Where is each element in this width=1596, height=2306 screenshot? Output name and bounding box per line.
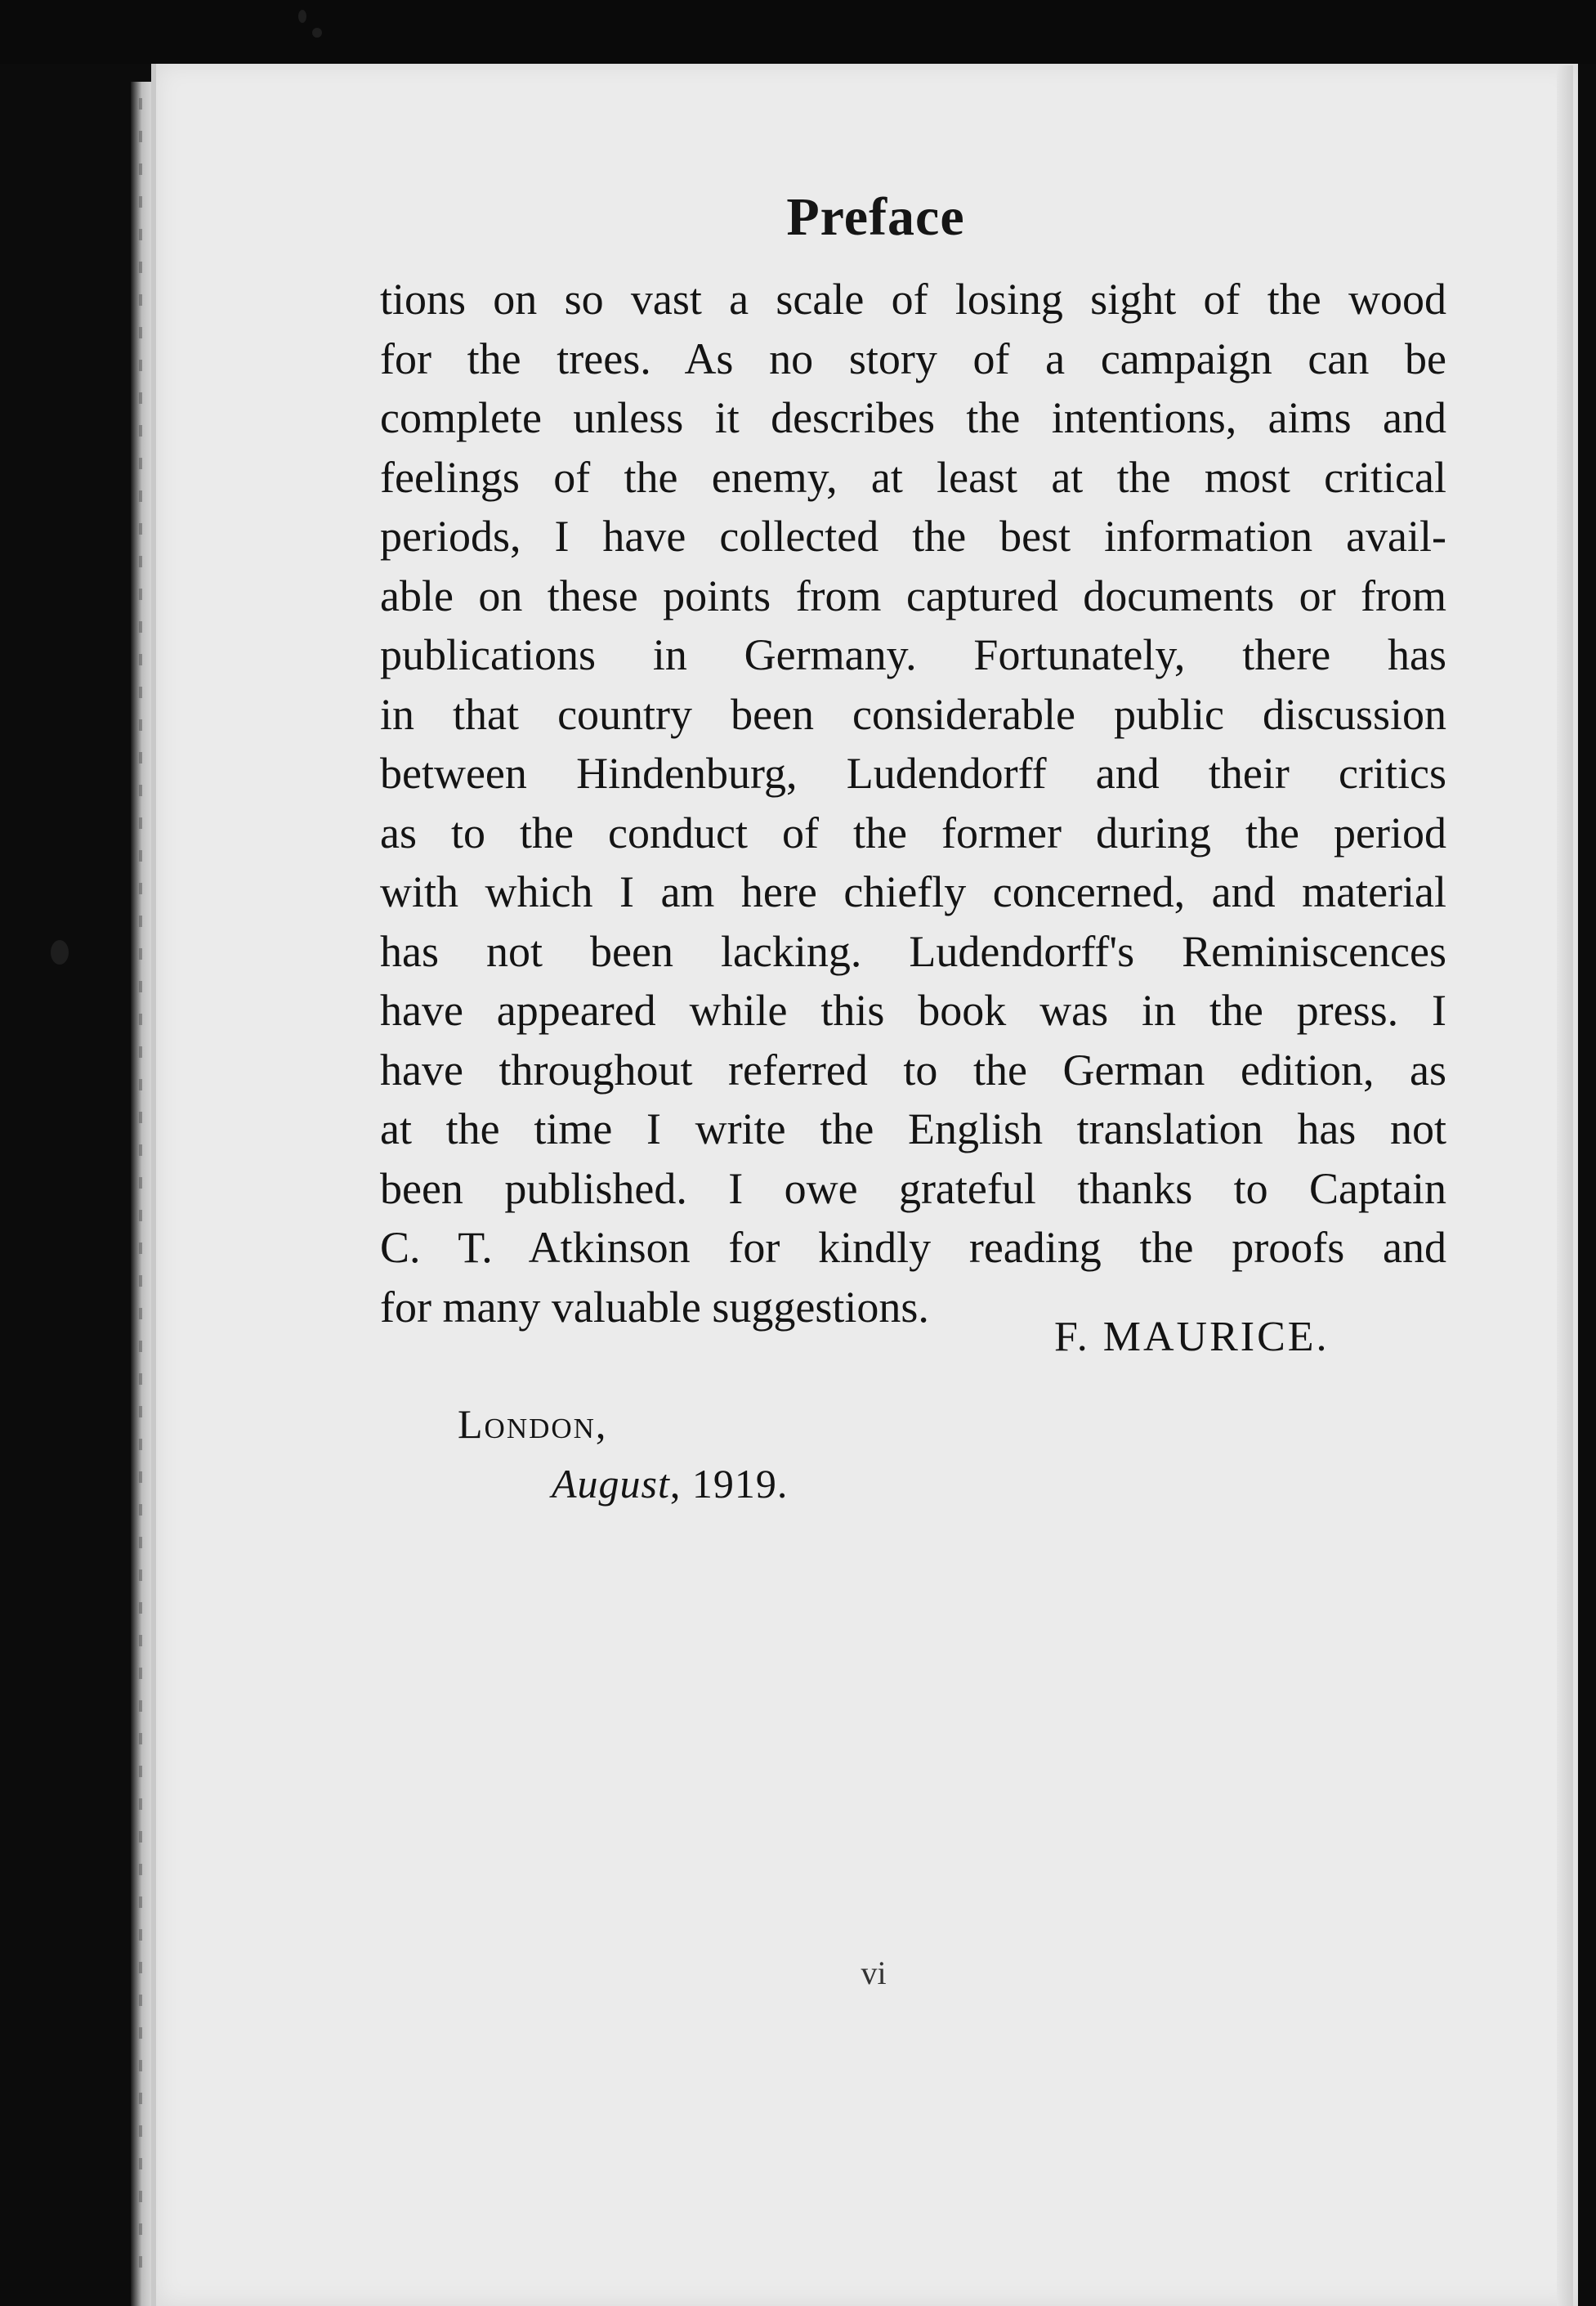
- text-line: C. T. Atkinson for kindly reading the proofs and: [380, 1223, 1446, 1272]
- preface-body: [380, 270, 1446, 1337]
- text-line: publications in Germany. Fortunately, there has: [380, 630, 1446, 679]
- text-line: at the time I write the English translation has not: [380, 1104, 1446, 1153]
- text-line: has not been lacking. Ludendorff's Reminiscences: [380, 926, 1446, 976]
- text-line: as to the conduct of the former during the period: [380, 808, 1446, 857]
- text-line: for the trees. As no story of a campaign can be: [380, 334, 1446, 383]
- text-line: have appeared while this book was in the press. I: [380, 986, 1446, 1035]
- text-line: with which I am here chiefly concerned, and material: [380, 867, 1446, 916]
- text-line: for many valuable suggestions.: [380, 1282, 929, 1332]
- scan-speck: [298, 10, 306, 23]
- text-line: tions on so vast a scale of losing sight of the wood: [380, 275, 1446, 324]
- page-title: Preface: [786, 187, 965, 247]
- text-line: able on these points from captured documents or from: [380, 571, 1446, 620]
- scan-speck: [51, 940, 69, 965]
- text-line: between Hindenburg, Ludendorff and their critics: [380, 749, 1446, 798]
- date-year: , 1919.: [669, 1461, 789, 1507]
- text-line: been published. I owe grateful thanks to Captain: [380, 1163, 1446, 1213]
- text-line: periods, I have collected the best information avail-: [380, 512, 1446, 561]
- place-line: London,: [458, 1401, 608, 1447]
- scan-speck: [312, 28, 322, 38]
- author-signature: F. MAURICE.: [1054, 1314, 1330, 1360]
- text-line: complete unless it describes the intentions, aims and: [380, 393, 1446, 442]
- scan-background-top: [0, 0, 1596, 64]
- date-line: [552, 1460, 788, 1507]
- text-line: in that country been considerable public discussion: [380, 689, 1446, 739]
- page-number: vi: [861, 1955, 887, 1991]
- text-line: feelings of the enemy, at least at the most critical: [380, 452, 1446, 502]
- text-line: have throughout referred to the German edition, as: [380, 1045, 1446, 1095]
- date-month: August: [552, 1461, 670, 1507]
